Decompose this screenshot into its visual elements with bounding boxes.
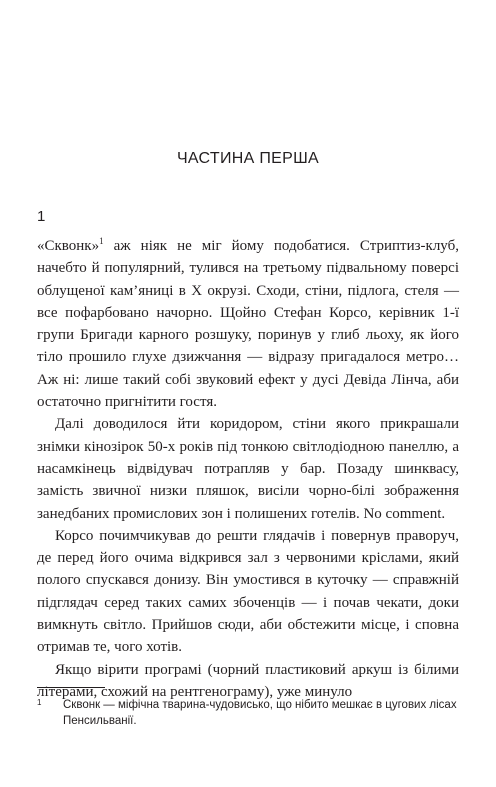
chapter-number: 1 xyxy=(37,208,46,225)
footnote xyxy=(37,697,459,729)
paragraph-1-lead: «Сквонк» xyxy=(37,238,100,254)
body-text xyxy=(37,235,459,703)
footnote-mark: 1 xyxy=(37,698,42,707)
footnote-reference: 1 xyxy=(99,236,104,246)
paragraph-1 xyxy=(37,235,459,413)
paragraph-2: Далі доводилося йти коридором, стіни якого прикрашали знімки кінозірок 50-х років під тонкою світлодіодною панеллю, а насамкінець відвідувач потрапляв у бар. Позаду шинквасу, замість звичної низки пляшок, висіли чорно-білі зображення занедбаних промислових зон і полишених готелів. No comment. xyxy=(37,416,459,522)
footnote-divider xyxy=(37,687,105,688)
paragraph-3: Корсо почимчикував до решти глядачів і повернув праворуч, де перед його очима відкрився зал з червоними кріслами, який полого спускався донизу. Він умостився в куточку — справжній підглядач серед таких самих збоченців — і почав чекати, доки вимкнуть світло. Прийшов сюди, аби обстежити місце, і сповна отримав те, чого хотів. xyxy=(37,527,459,656)
footnote-text: Сквонк — міфічна тварина-чудовисько, що нібито мешкає в цугових лісах Пенсильванії. xyxy=(63,699,457,727)
part-title: ЧАСТИНА ПЕРША xyxy=(176,150,320,167)
paragraph-1-text: аж ніяк не міг йому подобатися. Стриптиз-клуб, начебто й популярний, тулився на третьому підвальному поверсі облущеної кам’яниці в X окрузі. Сходи, стіни, підлога, стеля — все пофарбовано начорно. Щойно Стефан Корсо, керівник 1-ї групи Бригади карного розшуку, поринув у глиб льоху, як його тіло прошило глухе дзижчання — відразу пригадалося метро… Аж ні: лише такий собі звуковий ефект у дусі Девіда Лінча, аби остаточно пригнітити гостя. xyxy=(37,238,459,411)
paragraph-4: Якщо вірити програмі (чорний пластиковий аркуш із білими літерами, схожий на рентгенограму), уже минуло xyxy=(37,661,459,700)
